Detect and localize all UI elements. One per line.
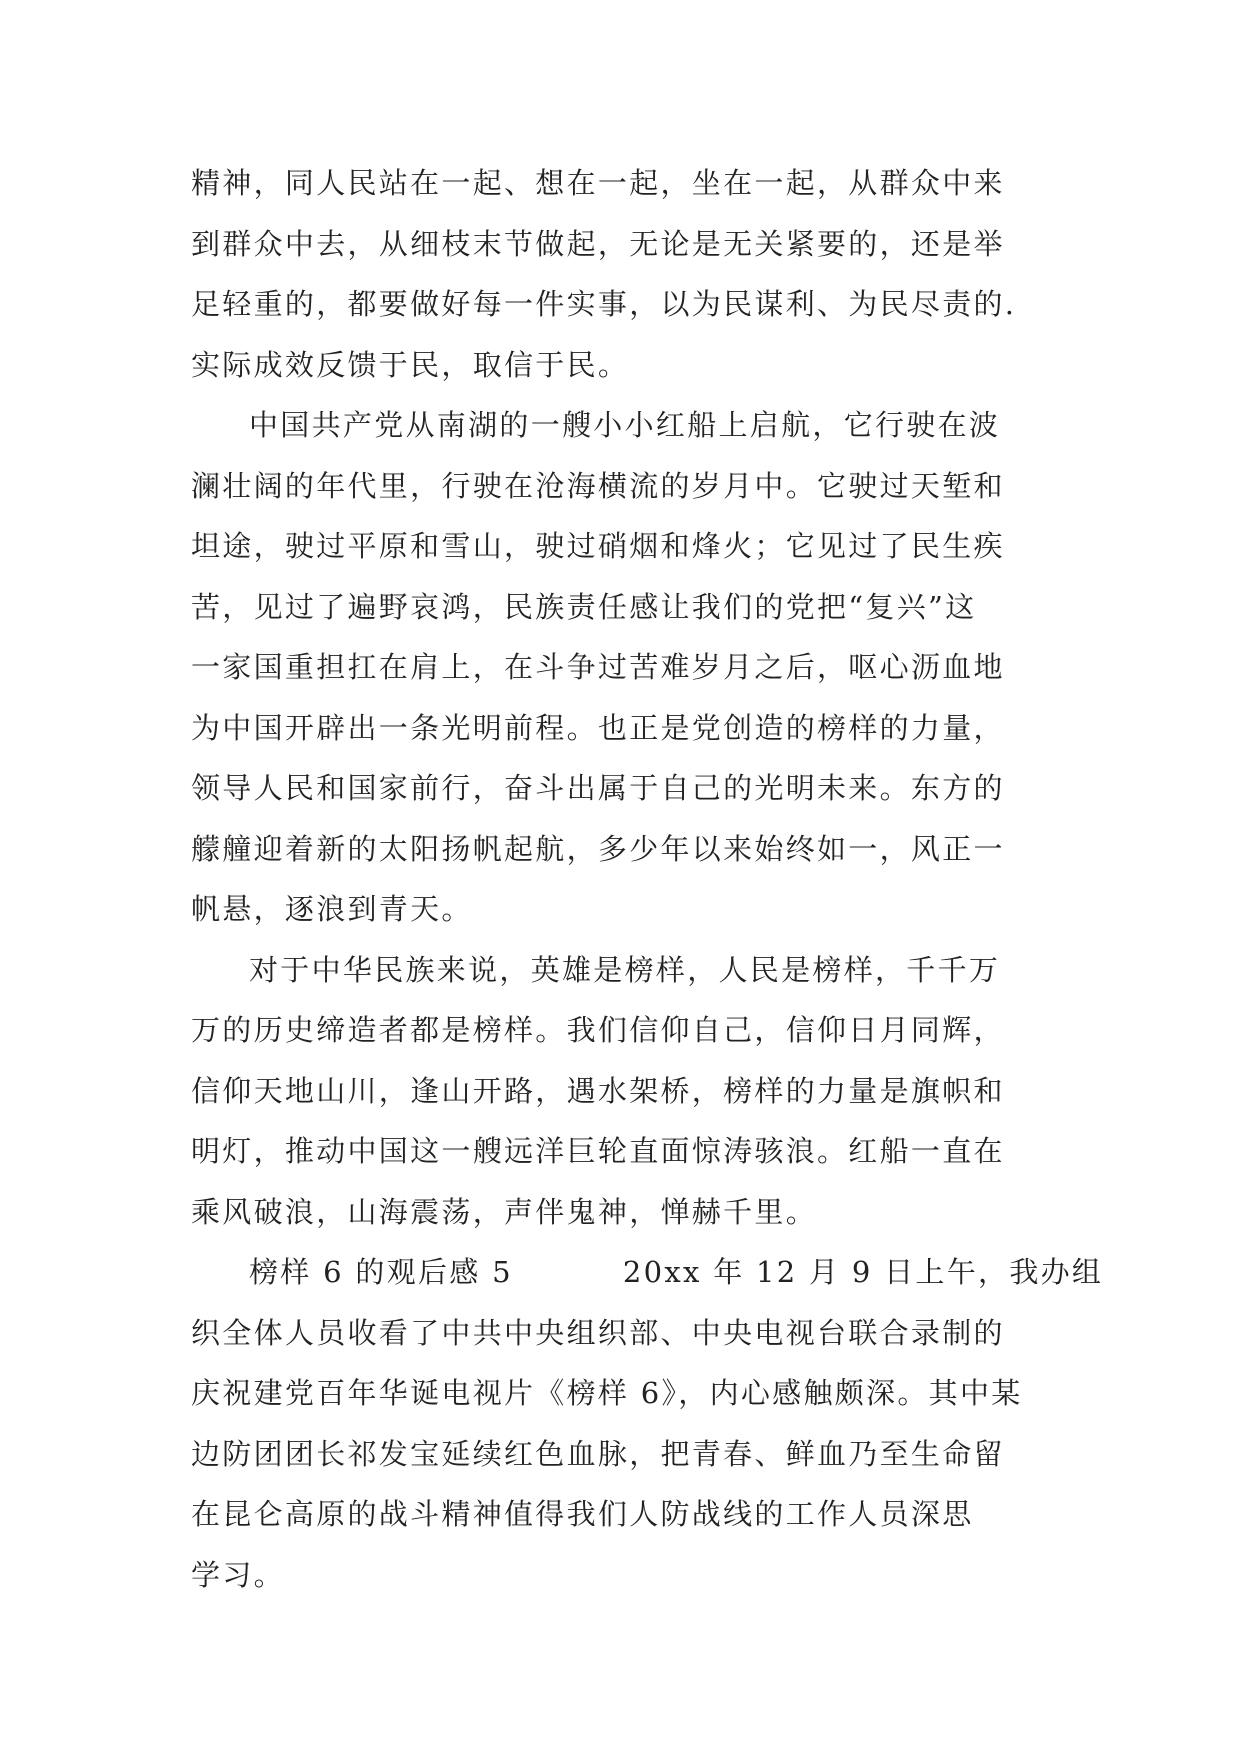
paragraph-4	[191, 1242, 1104, 1605]
text-line: 实际成效反馈于民，取信于民。	[191, 347, 630, 382]
text-line: 到群众中去，从细枝末节做起，无论是无关紧要的，还是举	[191, 226, 1005, 261]
text-run: 20xx 年 12 月 9 日上午，我办组	[622, 1255, 1104, 1289]
text-line: 织全体人员收看了中共中央组织部、中央电视台联合录制的	[191, 1315, 1005, 1350]
text-line: 帆悬，逐浪到青天。	[191, 892, 473, 926]
text-line: 学习。	[191, 1557, 285, 1592]
text-line: 明灯，推动中国这一艘远洋巨轮直面惊涛骇浪。红船一直在	[191, 1134, 1005, 1168]
document-body	[191, 153, 1104, 1605]
text-line: 对于中华民族来说，英雄是榜样，人民是榜样，千千万	[249, 952, 1001, 987]
text-line: 精神，同人民站在一起、想在一起，坐在一起，从群众中来	[191, 166, 1005, 200]
section-heading: 榜样 6 的观后感 5	[249, 1255, 513, 1289]
text-line: 一家国重担扛在肩上，在斗争过苦难岁月之后，呕心沥血地	[191, 650, 1005, 684]
text-line: 苦，见过了遍野哀鸿，民族责任感让我们的党把“复兴”这	[191, 589, 977, 624]
text-line: 乘风破浪，山海震荡，声伴鬼神，惮赫千里。	[191, 1194, 818, 1229]
text-line: 边防团团长祁发宝延续红色血脉，把青春、鲜血乃至生命留	[191, 1436, 1005, 1471]
paragraph-3	[191, 940, 1047, 1243]
text-line: 万的历史缔造者都是榜样。我们信仰自己，信仰日月同辉，	[191, 1013, 1005, 1047]
text-line: 信仰天地山川，逢山开路，遇水架桥，榜样的力量是旗帜和	[191, 1073, 1005, 1108]
text-line: 坦途，驶过平原和雪山，驶过硝烟和烽火；它见过了民生疾	[191, 529, 1005, 563]
paragraph-2	[191, 395, 1047, 940]
text-line: 为中国开辟出一条光明前程。也正是党创造的榜样的力量，	[191, 710, 1005, 745]
text-line: 艨艟迎着新的太阳扬帆起航，多少年以来始终如一，风正一	[191, 831, 1005, 866]
text-line: 领导人民和国家前行，奋斗出属于自己的光明未来。东方的	[191, 771, 1005, 805]
text-line: 庆祝建党百年华诞电视片《榜样 6》，内心感触颇深。其中某	[191, 1376, 1023, 1410]
text-line: 在昆仑高原的战斗精神值得我们人防战线的工作人员深思	[191, 1497, 974, 1531]
text-line	[191, 1242, 1104, 1303]
text-line: 澜壮阔的年代里，行驶在沧海横流的岁月中。它驶过天堑和	[191, 468, 1005, 503]
text-line: 足轻重的，都要做好每一件实事，以为民谋利、为民尽责的.	[191, 287, 1017, 321]
text-line: 中国共产党从南湖的一艘小小红船上启航，它行驶在波	[249, 408, 1001, 442]
paragraph-1	[191, 153, 1047, 395]
